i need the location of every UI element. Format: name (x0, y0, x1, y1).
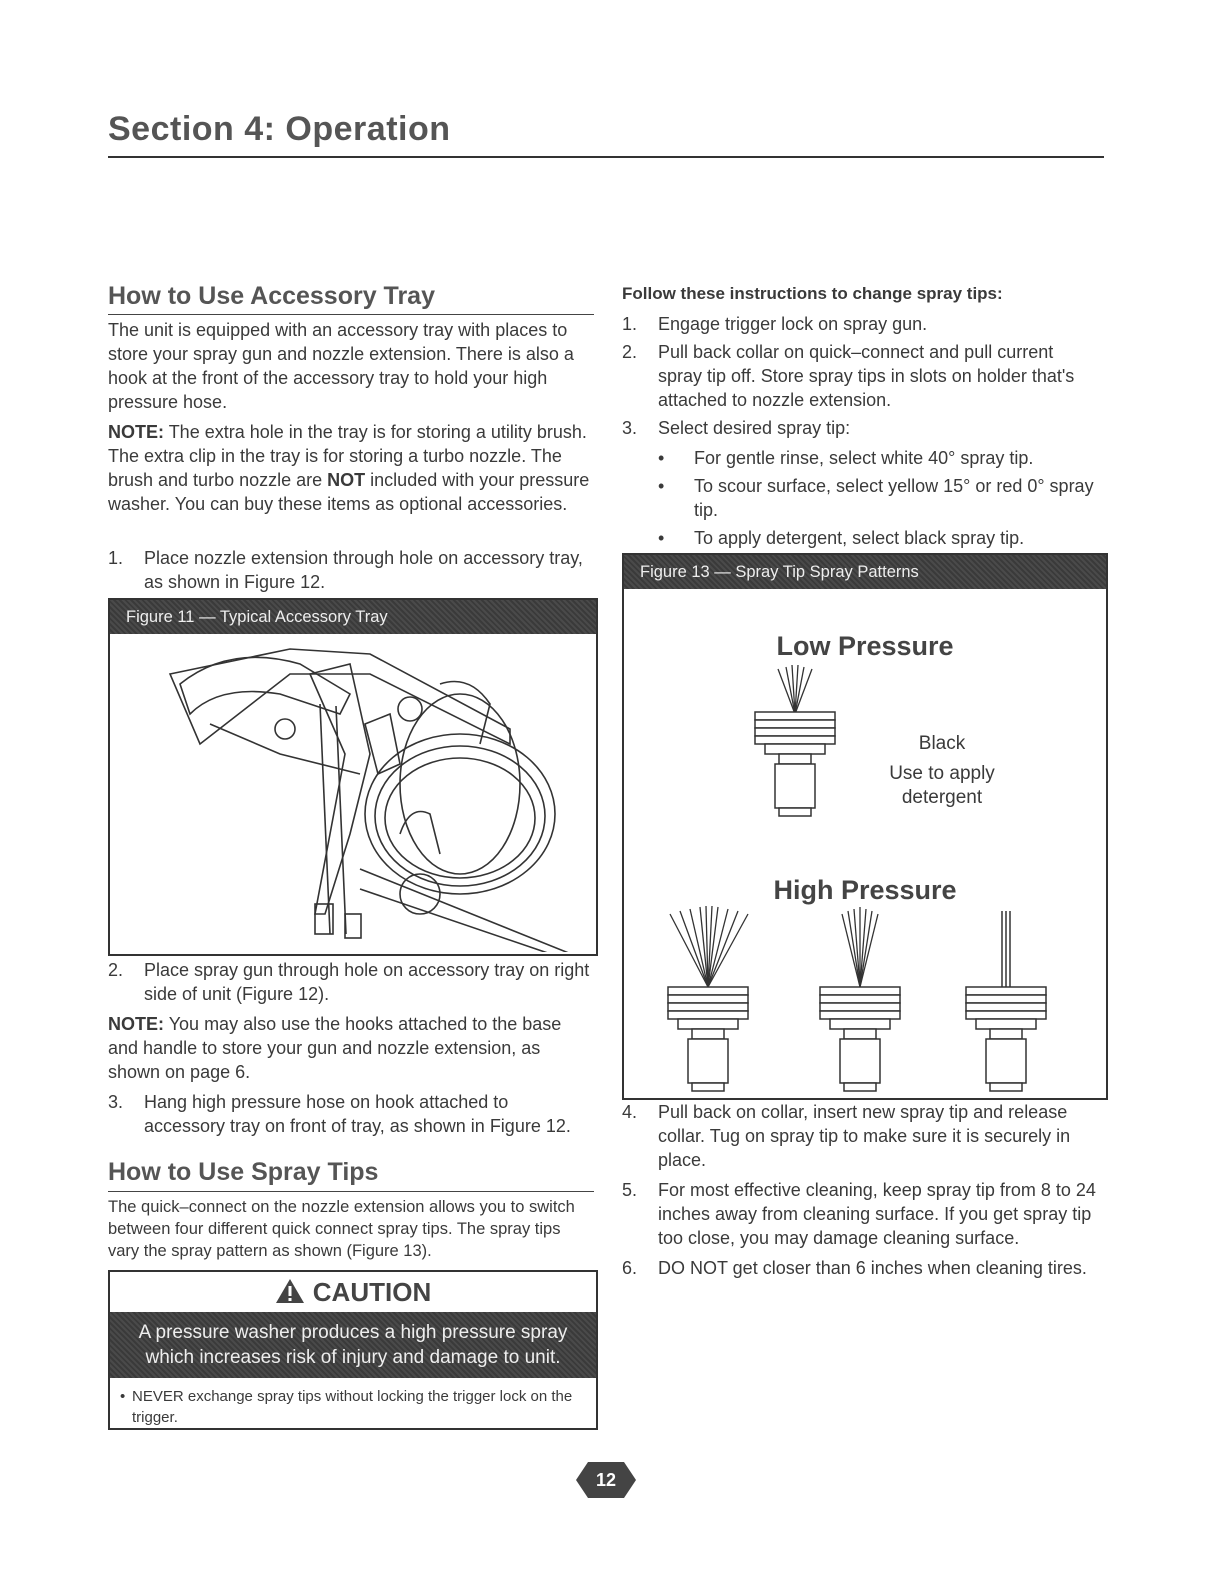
instructions-list (622, 312, 1102, 554)
instruction-step-6 (622, 1256, 1102, 1280)
bullet-text: To scour surface, select yellow 15° or red 0° spray tip. (694, 476, 1094, 520)
caution-box (108, 1270, 598, 1430)
caution-item-text: NEVER exchange spray tips without locking the trigger lock on the trigger. (132, 1388, 573, 1426)
figure-11-caption: Figure 11 — Typical Accessory Tray (110, 600, 596, 634)
tray-note-2 (108, 1012, 594, 1084)
instruction-step-5 (622, 1178, 1102, 1250)
caution-warning (110, 1312, 596, 1378)
step-number: 5. (622, 1180, 638, 1200)
black-tip (755, 665, 835, 816)
black-label: Black (918, 733, 966, 754)
high-pressure-title: High Pressure (773, 875, 957, 905)
caution-item (110, 1378, 596, 1428)
tip-red-label (982, 1097, 1037, 1098)
step-number: 6. (622, 1258, 638, 1278)
tray-note2-label: NOTE: (108, 1014, 164, 1034)
tray-intro: The unit is equipped with an accessory tray with places to store your spray gun and nozzle extension. There is also a hook at the front of the accessory tray to hold your high pressure hose. (108, 320, 574, 412)
black-desc-line-2: detergent (901, 787, 983, 808)
bullet-item (658, 526, 1102, 550)
step-text: Select desired spray tip: (658, 418, 851, 438)
step-text: Engage trigger lock on spray gun. (658, 314, 928, 334)
step-text: Place spray gun through hole on accessory tray on right side of unit (Figure 12). (144, 960, 590, 1004)
step-number: 2. (622, 342, 638, 362)
caution-warning-line-2: which increases risk of injury and damage to unit. (145, 1347, 561, 1368)
step-text: Pull back on collar, insert new spray tip and release collar. Tug on spray tip to make sure it is securely in place. (658, 1102, 1071, 1170)
step-text: DO NOT get closer than 6 inches when cleaning tires. (658, 1258, 1087, 1278)
tray-note2-text: You may also use the hooks attached to the base and handle to store your gun and nozzle extension, as shown on page 6. (108, 1014, 562, 1082)
tips-heading-rule (108, 1191, 594, 1192)
tip-yellow-label (818, 1097, 902, 1098)
bullet-text: To apply detergent, select black spray tip. (694, 528, 1025, 548)
caution-title-text: CAUTION (312, 1277, 432, 1307)
step-number: 1. (108, 548, 124, 568)
page-number-badge (576, 1460, 636, 1500)
instructions-list-continued (622, 1100, 1102, 1280)
bullet-dot: • (658, 528, 665, 548)
bullet-dot: • (658, 476, 665, 496)
bullet: • (120, 1388, 126, 1405)
black-desc-line-1: Use to apply (889, 763, 995, 784)
step-text: Pull back collar on quick–connect and pull current spray tip off. Store spray tips in slots on holder that's attached to nozzle extension. (658, 342, 1075, 410)
spray-patterns-diagram (624, 589, 1106, 1098)
tray-heading: How to Use Accessory Tray (108, 282, 435, 310)
page-number: 12 (595, 1470, 617, 1490)
step-text: Hang high pressure hose on hook attached to accessory tray on front of tray, as shown in Figure 12. (144, 1092, 571, 1136)
tray-note-text1: The extra hole in the tray is for storing a utility brush. The extra clip in the tray is for storing a turbo nozzle. The brush and turbo nozzle are (108, 422, 587, 490)
warning-triangle-icon (275, 1278, 305, 1304)
bullet-dot: • (658, 448, 665, 468)
tray-note (108, 420, 594, 516)
tip-white-label (669, 1097, 747, 1098)
instruction-step-4 (622, 1100, 1102, 1172)
figure-13 (622, 553, 1108, 1100)
tray-step-2 (108, 958, 594, 1006)
figure-13-caption: Figure 13 — Spray Tip Spray Patterns (624, 555, 1106, 589)
tray-note-label: NOTE: (108, 422, 164, 442)
tips-heading: How to Use Spray Tips (108, 1158, 379, 1186)
tips-intro: The quick–connect on the nozzle extension allows you to switch between four different quick connect spray tips. The spray tips vary the spray pattern as shown (Figure 13). (108, 1198, 575, 1260)
red-tip (966, 911, 1046, 1091)
instruction-step-3 (622, 416, 1102, 440)
bullet-text: For gentle rinse, select white 40° spray tip. (694, 448, 1034, 468)
step-number: 1. (622, 314, 638, 334)
low-pressure-title: Low Pressure (776, 631, 954, 661)
step-number: 3. (108, 1092, 124, 1112)
step-text: Place nozzle extension through hole on accessory tray, as shown in Figure 12. (144, 548, 583, 592)
white-tip (668, 906, 748, 1091)
step-text: For most effective cleaning, keep spray tip from 8 to 24 inches away from cleaning surface. If you get spray tip too close, you may damage cleaning surface. (658, 1180, 1096, 1248)
tray-heading-rule (108, 314, 594, 315)
instruction-step-2 (622, 340, 1102, 412)
step-number: 3. (622, 418, 638, 438)
tray-step-3 (108, 1090, 594, 1138)
section-title: Section 4: Operation (108, 110, 451, 148)
section-rule (108, 156, 1104, 158)
caution-warning-line-1: A pressure washer produces a high pressure spray (138, 1322, 568, 1343)
bullet-item (658, 446, 1102, 470)
yellow-tip (820, 907, 900, 1091)
bullet-item (658, 474, 1102, 522)
instruction-step-1 (622, 312, 1102, 336)
step-number: 2. (108, 960, 124, 980)
accessory-tray-illustration (110, 634, 596, 952)
tray-note-bold: NOT (327, 470, 366, 490)
figure-11 (108, 598, 598, 956)
tray-note-text2: included with your pressure washer. You can buy these items as optional accessories. (108, 470, 590, 514)
instructions-heading: Follow these instructions to change spray tips: (622, 284, 1003, 303)
tray-step-1 (108, 546, 594, 594)
caution-title (110, 1272, 596, 1312)
step-number: 4. (622, 1102, 638, 1122)
